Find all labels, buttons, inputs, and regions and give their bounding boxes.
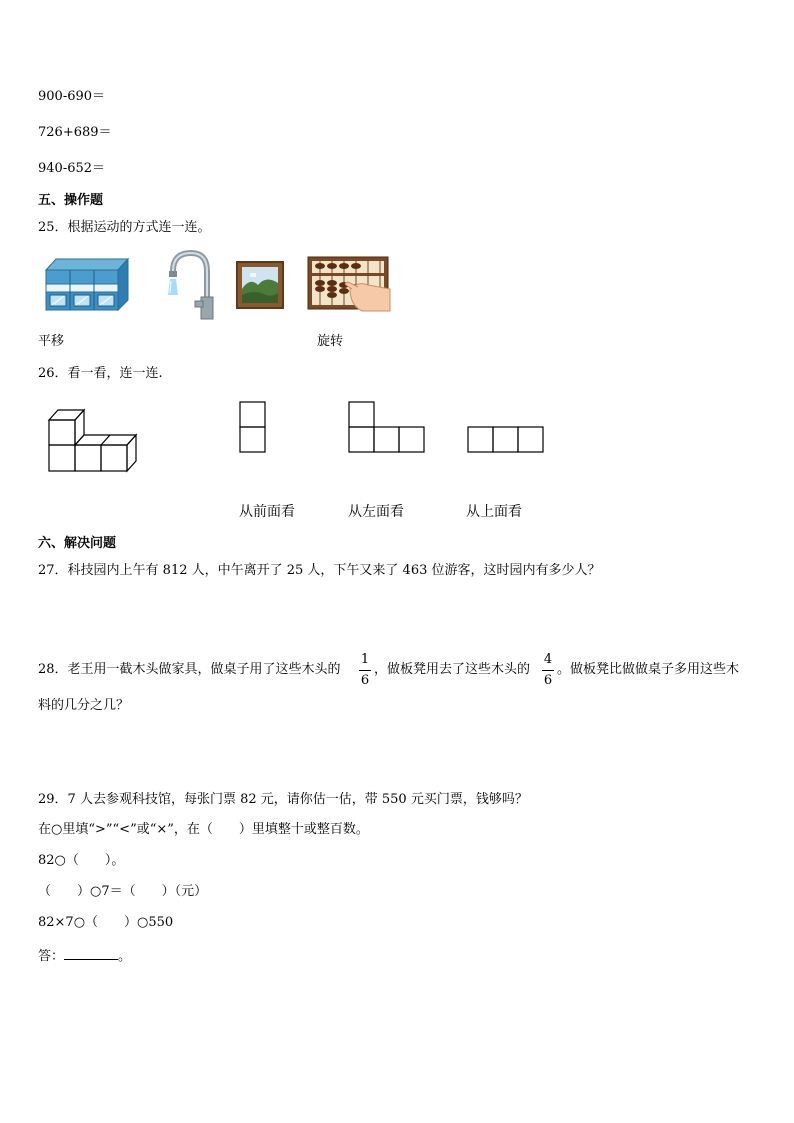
answer-blank[interactable] <box>64 947 118 960</box>
abacus-hand-icon <box>306 255 392 315</box>
section-heading-5: 五、操作题 <box>38 193 104 208</box>
label-translation: 平移 <box>38 334 65 349</box>
faucet-icon <box>163 249 215 323</box>
framed-picture-icon <box>236 261 284 309</box>
question-26: 26．看一看，连一连. <box>38 366 163 381</box>
question-27: 27．科技园内上午有 812 人，中午离开了 25 人，下午又来了 463 位游客，这时园内有多少人？ <box>38 563 601 578</box>
calc-line-1: 900-690＝ <box>38 89 106 104</box>
drawer-cabinet-icon <box>42 256 130 314</box>
question-29-instruction: 在○里填“>”“<”或“×”，在（ ）里填整十或整百数。 <box>38 822 369 837</box>
label-view-left: 从左面看 <box>348 504 404 520</box>
answer-label: 答： <box>38 949 65 964</box>
fraction-denominator: 6 <box>360 673 370 688</box>
question-29-step1: 82○（ ）。 <box>38 853 125 868</box>
calc-line-2: 726+689＝ <box>38 125 112 140</box>
label-view-front: 从前面看 <box>239 504 295 520</box>
view-l-shape-squares <box>347 400 429 454</box>
question-28-part1: 28．老王用一截木头做家具，做桌子用了这些木头的 <box>38 662 341 677</box>
calc-line-3: 940-652＝ <box>38 161 106 176</box>
label-view-top: 从上面看 <box>466 504 522 520</box>
fraction-one-sixth <box>358 653 372 688</box>
question-28-line2: 料的几分之几？ <box>38 698 130 713</box>
cube-stack-icon <box>46 405 138 475</box>
question-29-step3: 82×7○（ ）○550 <box>38 915 174 930</box>
question-29-step2: （ ）○7＝（ ）（元） <box>38 884 208 899</box>
question-28-part2: ，做板凳用去了这些木头的 <box>374 662 531 677</box>
question-29: 29．7 人去参观科技馆，每张门票 82 元，请你估一估，带 550 元买门票，钱够吗？ <box>38 792 528 807</box>
answer-line <box>38 947 131 965</box>
fraction-numerator: 1 <box>360 652 370 667</box>
fraction-denominator: 6 <box>543 673 553 688</box>
fraction-numerator: 4 <box>543 652 553 667</box>
view-2-vertical-squares <box>238 400 268 454</box>
label-rotation: 旋转 <box>317 334 344 349</box>
answer-end: 。 <box>118 949 132 964</box>
question-28-part3: 。做板凳比做做桌子多用这些木 <box>557 662 740 677</box>
view-3-horizontal-squares <box>466 425 548 455</box>
question-25: 25．根据运动的方式连一连。 <box>38 220 211 235</box>
fraction-four-sixths <box>541 653 555 688</box>
section-heading-6: 六、解决问题 <box>38 536 117 551</box>
